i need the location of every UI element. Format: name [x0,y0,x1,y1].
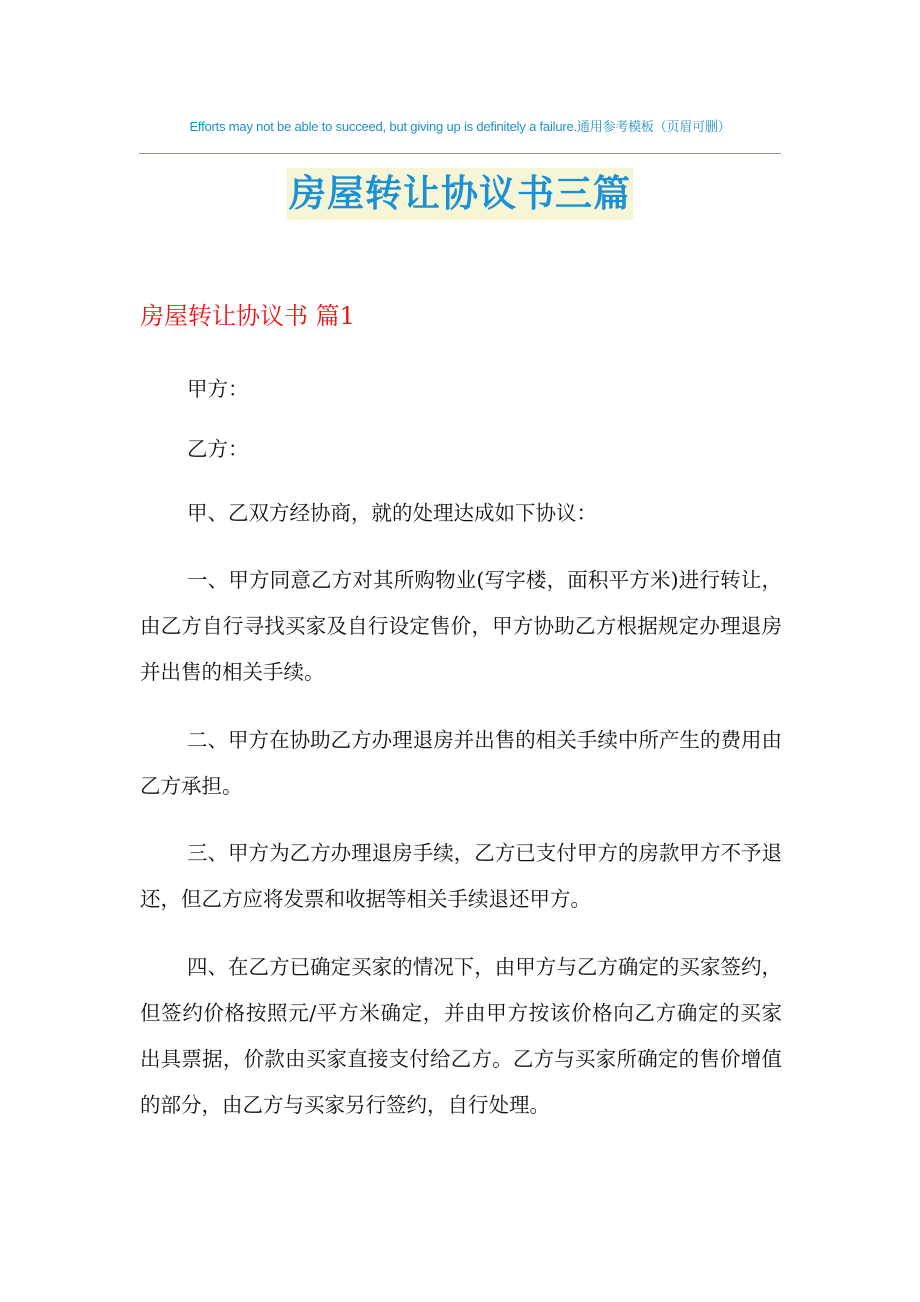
paragraph-party-b: 乙方： [187,437,249,461]
paragraph-clause-2: 二、甲方在协助乙方办理退房并出售的相关手续中所产生的费用由乙方承担。 [140,728,782,798]
paragraph-clause-3: 三、甲方为乙方办理退房手续，乙方已支付甲方的房款甲方不予退还，但乙方应将发票和收据等相关手续退还甲方。 [140,841,782,911]
header-text: Efforts may not be able to succeed, but giving up is definitely a failure.通用参考模板（页眉可删） [189,119,731,134]
header-divider [139,153,781,154]
paragraph-intro: 甲、乙双方经协商，就的处理达成如下协议： [187,501,597,525]
document-title: 房屋转让协议书三篇 [287,168,633,220]
title-container [0,168,920,220]
section-heading: 房屋转让协议书 篇1 [140,302,355,330]
paragraph-party-a: 甲方： [187,377,249,401]
paragraph-clause-4: 四、在乙方已确定买家的情况下，由甲方与乙方确定的买家签约，但签约价格按照元/平方米确定，并由甲方按该价格向乙方确定的买家出具票据，价款由买家直接支付给乙方。乙方与买家所确定的售价增值的部分，由乙方与买家另行签约，自行处理。 [140,955,782,1117]
paragraph-clause-1: 一、甲方同意乙方对其所购物业(写字楼，面积平方米)进行转让，由乙方自行寻找买家及自行设定售价，甲方协助乙方根据规定办理退房并出售的相关手续。 [140,568,782,684]
